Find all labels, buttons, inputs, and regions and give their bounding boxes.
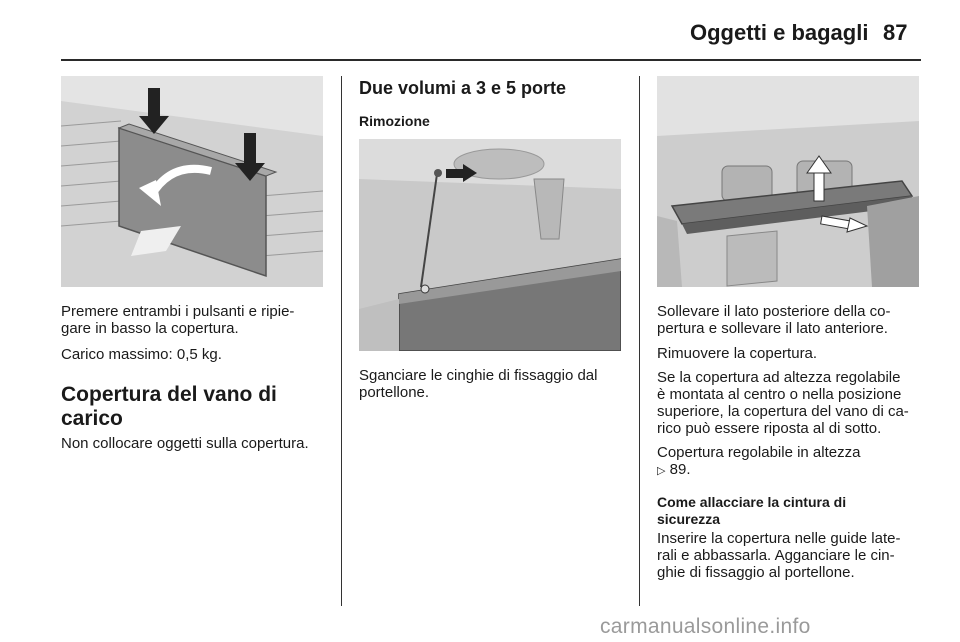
col3-text-5: è montata al centro o nella posizione [657, 386, 902, 403]
reference-page: 89. [669, 461, 691, 478]
col2-text-1a: Sganciare le cinghie di fissaggio dal [359, 367, 598, 384]
col3-text-4: Se la copertura ad altezza regolabile [657, 369, 901, 386]
col1-text-1b: gare in basso la copertura. [61, 320, 239, 337]
col3-text-8: Copertura regolabile in altezza [657, 444, 861, 461]
section-heading-a: Copertura del vano di [61, 383, 277, 406]
subheading-rimozione: Rimozione [359, 113, 430, 129]
col1-text-2: Carico massimo: 0,5 kg. [61, 346, 222, 363]
col1-text-1a: Premere entrambi i pulsanti e ripie- [61, 303, 295, 320]
subheading-seatbelt-b: sicurezza [657, 511, 721, 527]
header-divider [61, 59, 921, 61]
section-heading-2: Due volumi a 3 e 5 porte [359, 78, 567, 98]
section-heading-b: carico [61, 407, 123, 430]
col2-text-1b: portellone. [359, 384, 430, 401]
col3-text-2: pertura e sollevare il lato anteriore. [657, 320, 888, 337]
col3-reference[interactable] [657, 461, 691, 480]
col3-text-10: Inserire la copertura nelle guide late- [657, 530, 901, 547]
watermark: carmanualsonline.info [600, 615, 811, 638]
figure-unhook-straps [359, 139, 621, 351]
arrow-reference-icon: ▷ [657, 465, 666, 477]
col3-text-6: superiore, la copertura del vano di ca- [657, 403, 909, 420]
page-header-title: Oggetti e bagagli [690, 20, 869, 45]
page-number: 87 [883, 20, 908, 45]
col3-text-3: Rimuovere la copertura. [657, 345, 818, 362]
column-divider-2 [639, 76, 640, 606]
col1-text-3: Non collocare oggetti sulla copertura. [61, 435, 309, 452]
col3-text-12: ghie di fissaggio al portellone. [657, 564, 855, 581]
col3-text-1: Sollevare il lato posteriore della co- [657, 303, 891, 320]
column-divider-1 [341, 76, 342, 606]
subheading-seatbelt-a: Come allacciare la cintura di [657, 494, 847, 510]
col3-text-11: rali e abbassarla. Agganciare le cin- [657, 547, 895, 564]
figure-fold-cover [61, 76, 323, 287]
col3-text-7: rico può essere riposta al di sotto. [657, 420, 882, 437]
figure-lift-cover [657, 76, 919, 287]
